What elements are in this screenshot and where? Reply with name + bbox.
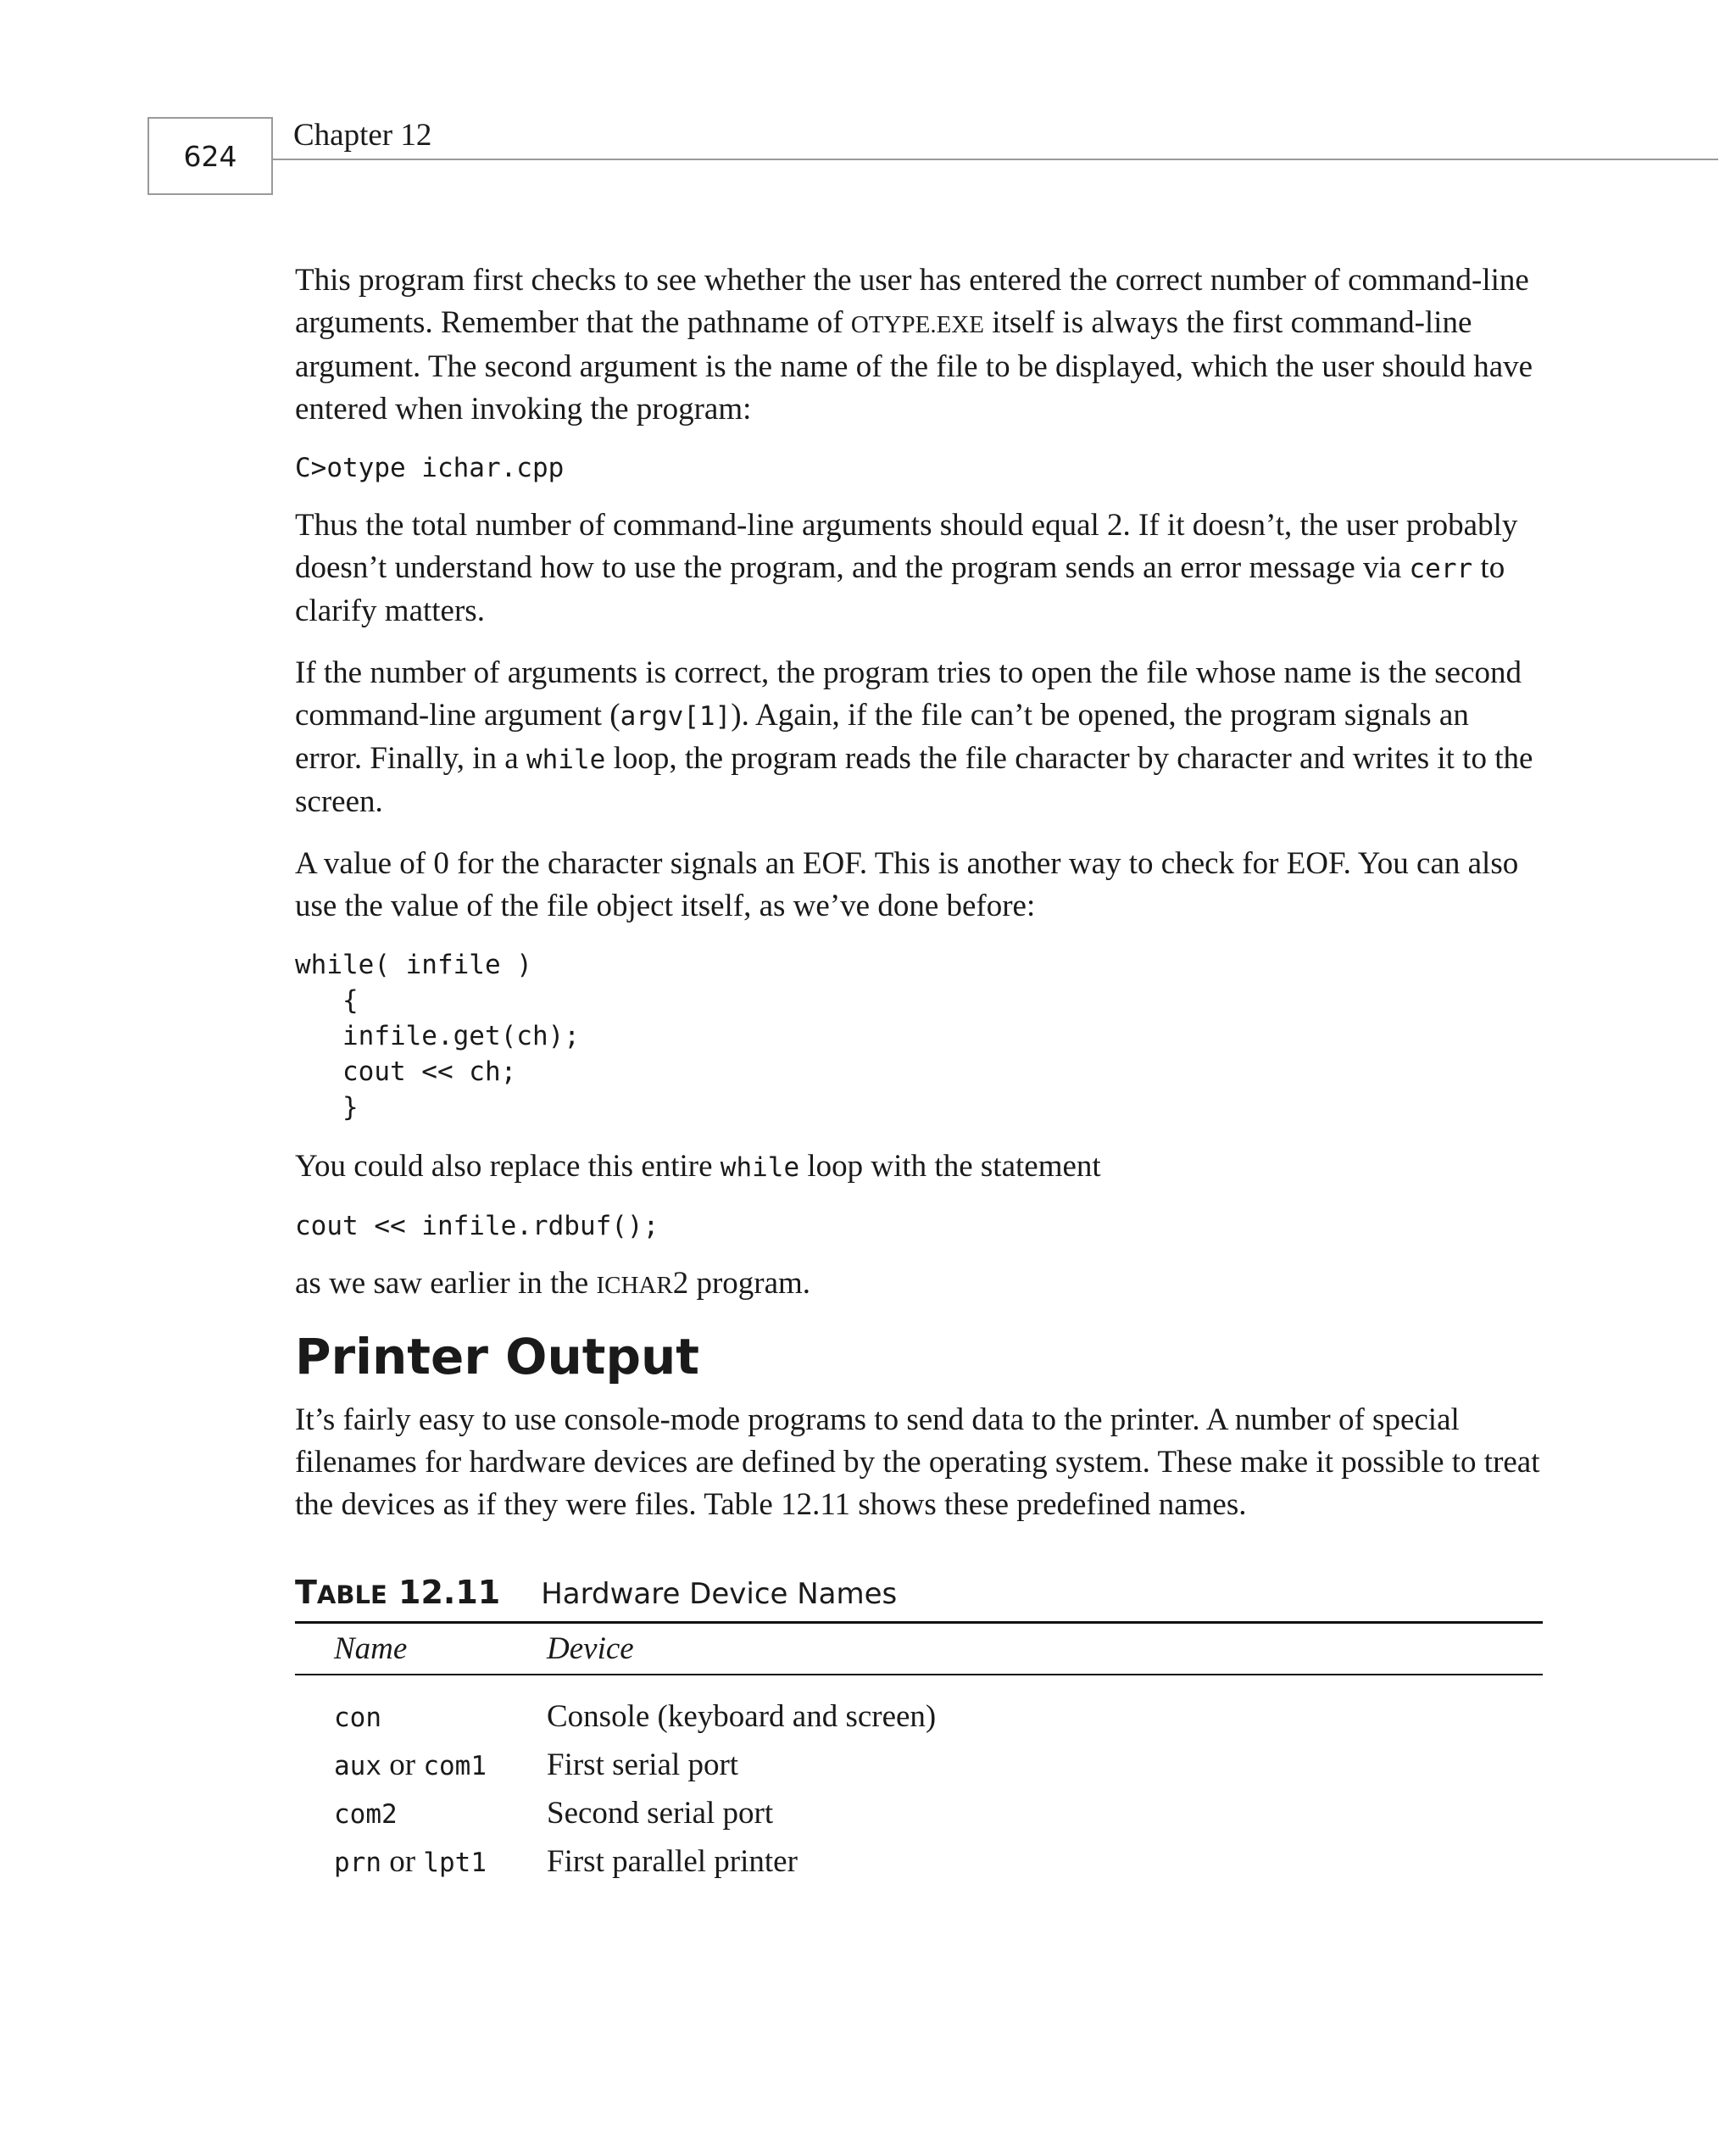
table-row [295, 1837, 1543, 1886]
table-row [295, 1741, 1543, 1789]
table-row [295, 1789, 1543, 1837]
device-name-cell: prn or lpt1 [334, 1844, 487, 1879]
paragraph-4: A value of 0 for the character signals an EOF. This is another way to check for EOF. You can also use the value of the file object itself, as we’ve done before: [295, 846, 1519, 923]
device-description-cell: Second serial port [547, 1796, 774, 1831]
code-rdbuf: cout << infile.rdbuf(); [295, 1211, 659, 1241]
program-name-otype: OTYPE.EXE [850, 311, 984, 338]
inline-code-argv: argv[1] [620, 701, 732, 732]
paragraph-6: as we saw earlier in the ICHAR2 program. [295, 1266, 811, 1301]
program-name-ichar: ICHAR [596, 1272, 673, 1299]
inline-code-while: while [526, 744, 606, 775]
device-description-cell: Console (keyboard and screen) [547, 1699, 937, 1734]
table-row [295, 1675, 1543, 1741]
inline-code-cerr: cerr [1409, 554, 1473, 584]
column-header-name: Name [295, 1623, 547, 1675]
code-while-loop: while( infile ) { infile.get(ch); cout << ch; } [295, 950, 580, 1123]
table-label: TABLE 12.11 [295, 1574, 501, 1611]
header-rule [273, 159, 1718, 160]
paragraph-5: You could also replace this entire while loop with the statement [295, 1149, 1101, 1184]
code-command-line: C>otype ichar.cpp [295, 453, 565, 483]
page-body [295, 259, 1543, 1886]
device-description-cell: First parallel printer [547, 1844, 798, 1879]
page-number: 624 [147, 117, 273, 195]
device-name-cell: com2 [334, 1799, 398, 1830]
device-name-cell: con [334, 1703, 381, 1733]
paragraph-1: This program first checks to see whether the user has entered the correct number of command-line arguments. Remember that the pathname of OTYPE.EXE itself is always the first command-line argument. The second argument is the name of the file to be displayed, which the user should have entered when invoking the program: [295, 263, 1533, 426]
device-names-table [295, 1621, 1543, 1886]
table-title: Hardware Device Names [541, 1577, 898, 1611]
chapter-label: Chapter 12 [293, 118, 432, 153]
paragraph-2: Thus the total number of command-line arguments should equal 2. If it doesn’t, the user probably doesn’t understand how to use the program, and the program sends an error message via cerr to clarify matters. [295, 508, 1518, 628]
device-name-cell: aux or com1 [334, 1747, 487, 1782]
table-caption [295, 1574, 1543, 1611]
paragraph-7: It’s fairly easy to use console-mode programs to send data to the printer. A number of special filenames for hardware devices are defined by the operating system. These make it possible to treat the devices as if they were files. Table 12.11 shows these predefined names. [295, 1402, 1540, 1522]
device-description-cell: First serial port [547, 1747, 739, 1782]
column-header-device: Device [547, 1623, 1543, 1675]
section-heading: Printer Output [295, 1328, 699, 1385]
inline-code-while: while [720, 1152, 800, 1183]
paragraph-3: If the number of arguments is correct, the program tries to open the file whose name is the second command-line argument (argv[1]). Again, if the file can’t be opened, the program signals an error. Finally, in a while loop, the program reads the file character by character and writes it to the screen. [295, 655, 1533, 819]
table-header-row [295, 1623, 1543, 1675]
